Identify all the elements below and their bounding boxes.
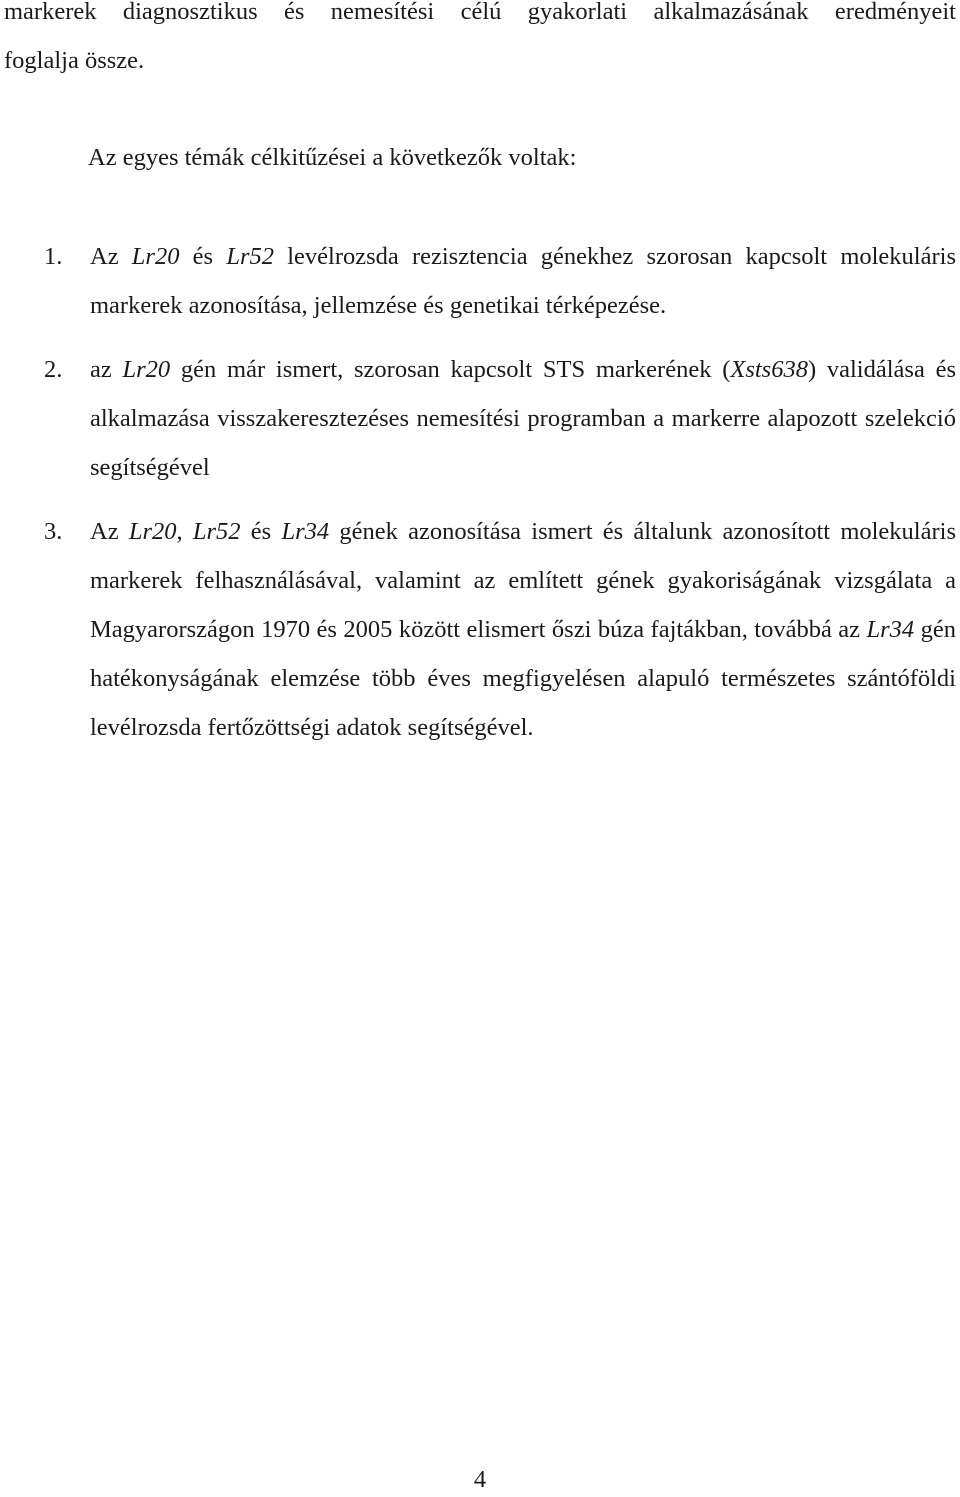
goals-list (0, 232, 956, 767)
italic-term: Lr34 (281, 518, 330, 545)
intro-line-1: markerek diagnosztikus és nemesítési célú gyakorlati alkalmazásának eredményeit (4, 0, 956, 25)
goal-number: 2. (44, 356, 63, 383)
text-segment: és (240, 518, 282, 545)
goal-item-1 (0, 232, 956, 330)
goals-lead-sentence: Az egyes témák célkitűzései a következők voltak: (88, 144, 577, 171)
italic-term: Lr52 (226, 243, 274, 270)
text-segment: gének azonosítása ismert és általunk azonosított molekuláris markerek felhasználásával, valamint az említett gének gyakoriságának vizsgálata a Magyarországon 1970 és 2005 között elismert őszi búza fajtákban, továbbá az (90, 518, 956, 643)
intro-line-2: foglalja össze. (4, 47, 145, 74)
intro-paragraph-continuation (4, 0, 956, 85)
text-segment: és (179, 243, 227, 270)
goal-number: 3. (44, 518, 63, 545)
text-segment: gén már ismert, szorosan kapcsolt STS markerének ( (170, 356, 731, 383)
italic-term: Lr34 (866, 616, 915, 643)
text-segment: , (176, 518, 193, 545)
goal-item-3 (0, 507, 956, 752)
italic-term: Lr20 (131, 243, 180, 270)
text-segment: ) validálása és alkalmazása visszakeresztezéses nemesítési programban a markerre alapozott szelekció segítségével (90, 356, 956, 481)
italic-term: Lr20 (128, 518, 177, 545)
text-segment: gén hatékonyságának elemzése több éves megfigyelésen alapuló természetes szántóföldi levélrozsda fertőzöttségi adatok segítségével. (90, 616, 957, 741)
italic-term: Lr20 (122, 356, 171, 383)
italic-term: Lr52 (192, 518, 241, 545)
goal-number: 1. (44, 243, 63, 270)
text-segment: Az (90, 243, 132, 270)
goal-text (90, 518, 956, 741)
text-segment: az (90, 356, 123, 383)
page-number: 4 (473, 1466, 487, 1493)
text-segment: Az (90, 518, 129, 545)
text-segment: levélrozsda rezisztencia génekhez szorosan kapcsolt molekuláris markerek azonosítása, jellemzése és genetikai térképezése. (90, 243, 956, 319)
italic-term: Xsts638 (730, 356, 808, 383)
goal-item-2 (0, 345, 956, 492)
goal-text (90, 243, 956, 319)
goal-text (90, 356, 956, 481)
